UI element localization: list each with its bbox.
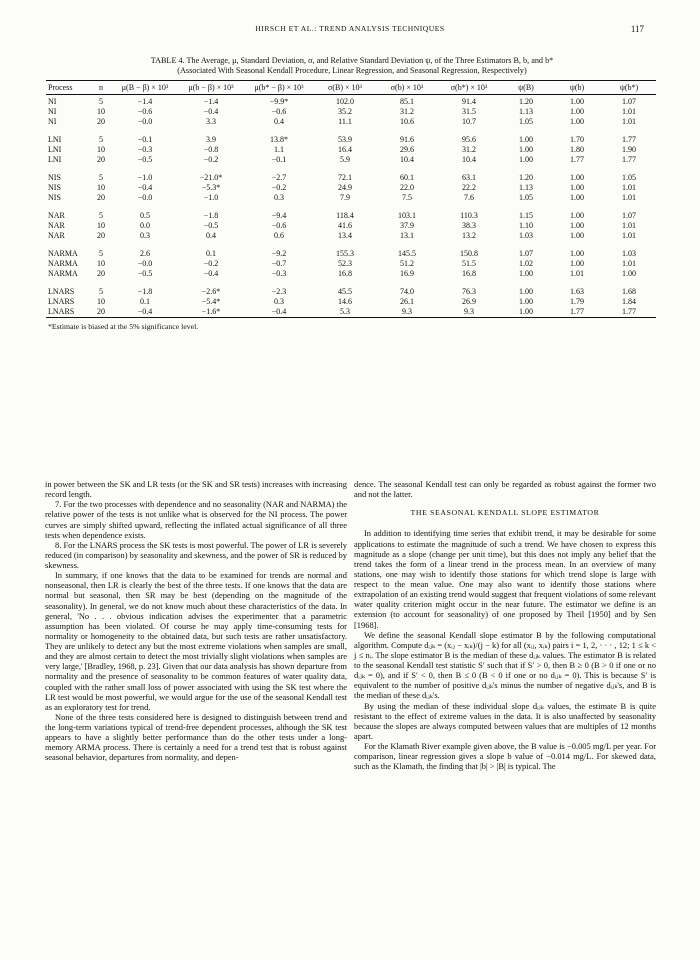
table-cell: 1.07 bbox=[622, 211, 636, 220]
table-cell: 22.0 bbox=[400, 183, 414, 192]
table-cell: 1.00 bbox=[570, 193, 584, 202]
table-cell: −0.4 bbox=[203, 269, 219, 278]
table-row bbox=[46, 259, 656, 269]
table-cell: 10.4 bbox=[400, 155, 414, 164]
running-title: HIRSCH ET AL.: TREND ANALYSIS TECHNIQUES bbox=[255, 24, 445, 33]
table-cell: 1.01 bbox=[622, 107, 636, 116]
table-cell: 16.9 bbox=[400, 269, 414, 278]
table-cell: 5 bbox=[99, 249, 103, 258]
table-cell: 38.3 bbox=[462, 221, 476, 230]
table-cell: −0.3 bbox=[137, 145, 153, 154]
table-cell: 14.6 bbox=[338, 297, 352, 306]
table-cell: 1.01 bbox=[570, 269, 584, 278]
table-cell: LNI bbox=[48, 145, 62, 154]
table-cell: −0.5 bbox=[203, 221, 219, 230]
table-row bbox=[46, 269, 656, 279]
table-cell: 118.4 bbox=[336, 211, 354, 220]
table-cell: 11.1 bbox=[338, 117, 352, 126]
table-cell: 63.1 bbox=[462, 173, 476, 182]
table-cell: 1.01 bbox=[622, 259, 636, 268]
table-row bbox=[46, 307, 656, 317]
column-header: σ(b) × 10³ bbox=[376, 81, 438, 95]
table-cell: 2.6 bbox=[140, 249, 150, 258]
table-cell: −0.2 bbox=[271, 183, 287, 192]
table-cell: 10 bbox=[97, 183, 105, 192]
table-cell: −2.6* bbox=[201, 287, 221, 296]
paragraph: For the Klamath River example given above, the B value is −0.005 mg/L per year. For comparison, linear regression gives a slope b value of −0.014 mg/L. For skewed data, such as the Klamath, the finding that |b| > |B| is typical. The bbox=[354, 741, 656, 772]
table-cell: 1.01 bbox=[622, 193, 636, 202]
table-row bbox=[46, 117, 656, 127]
table-cell: 5 bbox=[99, 135, 103, 144]
table-cell: 1.13 bbox=[519, 183, 533, 192]
table-cell: 10 bbox=[97, 107, 105, 116]
table-cell: 1.77 bbox=[570, 307, 584, 316]
column-header: μ(b − β) × 10³ bbox=[178, 81, 244, 95]
table-cell: 103.1 bbox=[398, 211, 416, 220]
table-cell: 5 bbox=[99, 97, 103, 106]
table-cell: 5 bbox=[99, 211, 103, 220]
table-cell: 0.4 bbox=[206, 231, 216, 240]
table-cell: −0.0 bbox=[137, 259, 153, 268]
table-cell: 1.15 bbox=[519, 211, 533, 220]
table-cell: 1.03 bbox=[622, 249, 636, 258]
table-cell: 20 bbox=[97, 193, 105, 202]
column-header: Process bbox=[46, 81, 90, 95]
table-cell: 1.10 bbox=[519, 221, 533, 230]
table-cell: 1.05 bbox=[519, 117, 533, 126]
table-cell: 51.2 bbox=[400, 259, 414, 268]
table-cell: 35.2 bbox=[338, 107, 352, 116]
table-cell: 60.1 bbox=[400, 173, 414, 182]
table-cell: −0.4 bbox=[271, 307, 287, 316]
table-cell: 10.6 bbox=[400, 117, 414, 126]
table-cell: 1.05 bbox=[622, 173, 636, 182]
table-cell: 1.90 bbox=[622, 145, 636, 154]
table-cell: 0.6 bbox=[274, 231, 284, 240]
table-cell: 150.8 bbox=[460, 249, 478, 258]
table-cell: 0.5 bbox=[140, 211, 150, 220]
table-cell: −2.3 bbox=[271, 287, 287, 296]
table-cell: LNARS bbox=[48, 307, 75, 316]
table-cell: 1.00 bbox=[570, 173, 584, 182]
table-cell: LNI bbox=[48, 155, 62, 164]
table-cell: 1.77 bbox=[570, 155, 584, 164]
table-cell: 1.79 bbox=[570, 297, 584, 306]
column-header: ψ(B) bbox=[500, 81, 552, 95]
table-cell: 72.1 bbox=[338, 173, 352, 182]
table-row bbox=[46, 145, 656, 155]
column-header: μ(b* − β) × 10³ bbox=[244, 81, 314, 95]
results-table bbox=[46, 80, 656, 331]
column-header: σ(b*) × 10³ bbox=[438, 81, 500, 95]
table-row bbox=[46, 155, 656, 165]
table-cell: 95.6 bbox=[462, 135, 476, 144]
table-cell: 31.2 bbox=[400, 107, 414, 116]
table-cell: 24.9 bbox=[338, 183, 352, 192]
table-cell: 41.6 bbox=[338, 221, 352, 230]
table-row bbox=[46, 297, 656, 307]
table-cell: 10 bbox=[97, 259, 105, 268]
table-cell: 1.00 bbox=[519, 269, 533, 278]
table-cell: 29.6 bbox=[400, 145, 414, 154]
table-cell: 110.3 bbox=[460, 211, 478, 220]
paragraph: in power between the SK and LR tests (or the SK and SR tests) increases with increasing record length. bbox=[45, 479, 347, 500]
table-cell: −1.0 bbox=[203, 193, 219, 202]
table-cell: NI bbox=[48, 97, 57, 106]
table-cell: 85.1 bbox=[400, 97, 414, 106]
table-cell: 5 bbox=[99, 173, 103, 182]
table-row bbox=[46, 193, 656, 203]
paragraph: dence. The seasonal Kendall test can only be regarded as robust against the former two and not the latter. bbox=[354, 479, 656, 500]
table-cell: −1.8 bbox=[203, 211, 219, 220]
table-cell: 1.00 bbox=[570, 249, 584, 258]
table-cell: 0.1 bbox=[206, 249, 216, 258]
table-cell: 7.9 bbox=[340, 193, 350, 202]
table-cell: 20 bbox=[97, 155, 105, 164]
table-cell: −1.4 bbox=[203, 97, 219, 106]
group-spacer bbox=[46, 165, 656, 173]
table-cell: −0.0 bbox=[137, 193, 153, 202]
table-cell: 20 bbox=[97, 307, 105, 316]
table-cell: 22.2 bbox=[462, 183, 476, 192]
table-cell: 13.2 bbox=[462, 231, 476, 240]
table-cell: −0.5 bbox=[137, 269, 153, 278]
table-cell: 10 bbox=[97, 145, 105, 154]
table-cell: 102.0 bbox=[336, 97, 354, 106]
table-cell: 5.3 bbox=[340, 307, 350, 316]
table-cell: 1.00 bbox=[570, 107, 584, 116]
table-cell: −0.1 bbox=[137, 135, 153, 144]
table-cell: 16.4 bbox=[338, 145, 352, 154]
table-cell: 13.8* bbox=[270, 135, 288, 144]
table-cell: 3.3 bbox=[206, 117, 216, 126]
table-row bbox=[46, 211, 656, 221]
table-cell: −1.4 bbox=[137, 97, 153, 106]
table-cell: NAR bbox=[48, 231, 65, 240]
table-cell: −1.0 bbox=[137, 173, 153, 182]
table-row bbox=[46, 287, 656, 297]
table-body bbox=[46, 95, 656, 318]
table-cell: 1.03 bbox=[519, 231, 533, 240]
table-cell: −21.0* bbox=[199, 173, 223, 182]
table-cell: 0.3 bbox=[274, 193, 284, 202]
table-cell: −0.0 bbox=[137, 117, 153, 126]
table-cell: 10.7 bbox=[462, 117, 476, 126]
table-cell: 1.20 bbox=[519, 97, 533, 106]
table-cell: NAR bbox=[48, 211, 65, 220]
table-cell: 13.4 bbox=[338, 231, 352, 240]
table-cell: 5.9 bbox=[340, 155, 350, 164]
paragraph: 7. For the two processes with dependence and no seasonality (NAR and NARMA) the relative power of the tests is not unlike what is observed for the NI process. The power curves are simply shifted upward, reflecting the inflated actual significance of all three tests when dependence exists. bbox=[45, 499, 347, 540]
group-spacer bbox=[46, 279, 656, 287]
table-cell: 1.00 bbox=[519, 307, 533, 316]
group-spacer bbox=[46, 127, 656, 135]
table-cell: −0.6 bbox=[271, 107, 287, 116]
table-cell: NAR bbox=[48, 221, 65, 230]
table-cell: 0.3 bbox=[274, 297, 284, 306]
table-cell: NIS bbox=[48, 193, 61, 202]
left-column bbox=[45, 479, 347, 763]
table-cell: 7.5 bbox=[402, 193, 412, 202]
table-cell: 91.4 bbox=[462, 97, 476, 106]
table-cell: NI bbox=[48, 117, 57, 126]
table-cell: 26.1 bbox=[400, 297, 414, 306]
table-cell: NIS bbox=[48, 183, 61, 192]
paragraph: In addition to identifying time series that exhibit trend, it may be desirable for some applications to estimate the magnitude of such a trend. We have chosen to express this magnitude as a slope (change per unit time), but this does not imply any belief that the trend takes the form of a linear trend in the process mean. In an overview of many stations, one may wish to identify those stations for which trend slope is large with respect to the mean value. One may also want to identify those stations where extrapolation of an existing trend would suggest that frequent violations of some relevant water quality criterion might occur in the near future. The estimator we define is an extension (to account for seasonality) of one proposed by Theil [1950] and by Sen [1968]. bbox=[354, 528, 656, 630]
table-cell: 20 bbox=[97, 117, 105, 126]
table-cell: 1.68 bbox=[622, 287, 636, 296]
table-cell: 1.01 bbox=[622, 183, 636, 192]
table-cell: 1.00 bbox=[570, 231, 584, 240]
table-cell: −9.2 bbox=[271, 249, 287, 258]
paragraph: In summary, if one knows that the data to be examined for trends are normal and nonseasonal, then LR is clearly the best of the three tests. If one knows that the data are normal but seasonal, then SR may be best (depending on the magnitude of the seasonality). In general, we do not know much about these characteristics of the data. In general, 'No . . . obvious indication advises the experimenter that a parametric assumption has been violated. Of course he may apply time-consuming tests for normality or homogeneity to the obtained data, but such tests are rather unsatisfactory. They are unlikely to detect any but the most extreme violations when samples are small, and they are almost certain to detect the most trivially slight violations when samples are very large,' [Bradley, 1968, p. 23]. Given that our data analysis has shown departure from normality and the presence of seasonality to be common features of water quality data, coupled with the rather small loss of power associated with using the SK test where the LR test would be most powerful, we would argue for the use of the seasonal Kendall test as an exploratory test for trend. bbox=[45, 570, 347, 712]
table-cell: −1.6* bbox=[201, 307, 221, 316]
table-row bbox=[46, 107, 656, 117]
table-cell: 0.1 bbox=[140, 297, 150, 306]
table-cell: −0.2 bbox=[203, 155, 219, 164]
table-cell: −0.3 bbox=[271, 269, 287, 278]
table-cell: −0.6 bbox=[137, 107, 153, 116]
table-cell: 31.5 bbox=[462, 107, 476, 116]
table-cell: 1.77 bbox=[622, 135, 636, 144]
table-cell: 1.01 bbox=[622, 221, 636, 230]
table-cell: −0.8 bbox=[203, 145, 219, 154]
page-number: 117 bbox=[630, 24, 644, 34]
table-cell: 0.4 bbox=[274, 117, 284, 126]
table-cell: 37.9 bbox=[400, 221, 414, 230]
table-row bbox=[46, 231, 656, 241]
table-caption bbox=[52, 56, 652, 76]
table-cell: 9.3 bbox=[402, 307, 412, 316]
table-cell: −5.4* bbox=[201, 297, 221, 306]
table-cell: 20 bbox=[97, 231, 105, 240]
table-caption-line-1: TABLE 4. The Average, μ, Standard Deviation, σ, and Relative Standard Deviation ψ, of the Three Estimators B, b, and b* bbox=[150, 56, 554, 65]
table-cell: −0.7 bbox=[271, 259, 287, 268]
table-cell: −1.8 bbox=[137, 287, 153, 296]
table-cell: NARMA bbox=[48, 259, 78, 268]
section-heading: THE SEASONAL KENDALL SLOPE ESTIMATOR bbox=[410, 508, 600, 518]
table-cell: 145.5 bbox=[398, 249, 416, 258]
table-cell: 51.5 bbox=[462, 259, 476, 268]
column-header: σ(B) × 10³ bbox=[314, 81, 376, 95]
right-column bbox=[354, 479, 656, 771]
table-row bbox=[46, 173, 656, 183]
table-cell: 26.9 bbox=[462, 297, 476, 306]
table-cell: 1.13 bbox=[519, 107, 533, 116]
table-cell: 1.00 bbox=[570, 97, 584, 106]
column-header: μ(B − β) × 10³ bbox=[112, 81, 178, 95]
table-row bbox=[46, 249, 656, 259]
table-cell: 1.00 bbox=[519, 145, 533, 154]
table-cell: 1.02 bbox=[519, 259, 533, 268]
table-cell: LNARS bbox=[48, 297, 75, 306]
table-cell: 1.63 bbox=[570, 287, 584, 296]
table-cell: LNARS bbox=[48, 287, 75, 296]
paragraph: By using the median of these individual slope dᵢⱼₖ values, the estimate B is quite resistant to the effect of extreme values in the data. It is also unaffected by seasonality because the slopes are always computed between values that are multiples of 12 months apart. bbox=[354, 700, 656, 741]
group-spacer bbox=[46, 203, 656, 211]
table-cell: 16.8 bbox=[462, 269, 476, 278]
table-cell: −0.6 bbox=[271, 221, 287, 230]
paragraph: 8. For the LNARS process the SK tests is most powerful. The power of LR is severely reduced (in comparison) by seasonality and skewness, and the power of SR is reduced by skewness. bbox=[45, 539, 347, 570]
table-row bbox=[46, 183, 656, 193]
table-cell: 1.77 bbox=[622, 307, 636, 316]
table-cell: 1.20 bbox=[519, 173, 533, 182]
table-cell: NIS bbox=[48, 173, 61, 182]
table-cell: 1.01 bbox=[622, 117, 636, 126]
table-cell: 1.00 bbox=[519, 297, 533, 306]
table-row bbox=[46, 95, 656, 108]
table-cell: −0.4 bbox=[137, 307, 153, 316]
table-cell: NI bbox=[48, 107, 57, 116]
table-cell: 1.77 bbox=[622, 155, 636, 164]
table-cell: 1.07 bbox=[519, 249, 533, 258]
table-cell: −9.4 bbox=[271, 211, 287, 220]
table-cell: 1.01 bbox=[622, 231, 636, 240]
table-cell: 45.5 bbox=[338, 287, 352, 296]
table-cell: 1.00 bbox=[519, 155, 533, 164]
table-cell: 1.00 bbox=[570, 259, 584, 268]
table-cell: 3.9 bbox=[206, 135, 216, 144]
table-cell: 155.3 bbox=[336, 249, 354, 258]
table-cell: −0.4 bbox=[137, 183, 153, 192]
table-cell: −0.1 bbox=[271, 155, 287, 164]
table-cell: −9.9* bbox=[269, 97, 289, 106]
table-cell: −0.5 bbox=[137, 155, 153, 164]
table-cell: 52.3 bbox=[338, 259, 352, 268]
table-cell: 91.6 bbox=[400, 135, 414, 144]
table-cell: 1.80 bbox=[570, 145, 584, 154]
table-cell: 1.00 bbox=[570, 211, 584, 220]
table-cell: 76.3 bbox=[462, 287, 476, 296]
table-row bbox=[46, 221, 656, 231]
column-header: ψ(b*) bbox=[602, 81, 656, 95]
table-cell: 0.3 bbox=[140, 231, 150, 240]
table-cell: 10 bbox=[97, 297, 105, 306]
paragraph: None of the three tests considered here is designed to distinguish between trend and the long-term variations typical of trend-free dependent processes, although the SK test appears to have a slightly better performance than do the other tests under a long-memory ARMA process. There is certainly a need for a trend test that is robust against seasonal behavior, departures from normality, and depen- bbox=[45, 711, 347, 763]
table-cell: 1.00 bbox=[570, 221, 584, 230]
table-cell: 1.1 bbox=[274, 145, 284, 154]
table-cell: 1.00 bbox=[519, 135, 533, 144]
table-cell: 16.8 bbox=[338, 269, 352, 278]
table-cell: 0.0 bbox=[140, 221, 150, 230]
table-cell: 13.1 bbox=[400, 231, 414, 240]
paragraph: We define the seasonal Kendall slope estimator B by the following computational algorithm. Compute dᵢⱼₖ = (xᵢⱼ − xᵢₖ)/(j − k) for all (xᵢⱼ, xᵢₖ) pairs i = 1, 2, · · · , 12; 1 ≤ k < j ≤ nᵢ. The slope estimator B is the median of these dᵢⱼₖ values. The estimator B is related to the seasonal Kendall test statistic S′ such that if S′ > 0, then B ≥ 0 (B > 0 if one or no dᵢⱼₖ = 0), and if S′ < 0, then B ≤ 0 (B < 0 if one or no dᵢⱼₖ = 0). This is because S′ is equivalent to the number of positive dᵢⱼₖ's minus the number of negative dᵢⱼₖ's, and B is the median of these dᵢⱼₖ's. bbox=[354, 629, 656, 701]
table-header-row bbox=[46, 81, 656, 95]
table-cell: 31.2 bbox=[462, 145, 476, 154]
table-row bbox=[46, 135, 656, 145]
table-cell: −5.3* bbox=[201, 183, 221, 192]
table-caption-line-2: (Associated With Seasonal Kendall Procedure, Linear Regression, and Seasonal Regression, Respectively) bbox=[177, 66, 527, 75]
table-cell: 1.00 bbox=[519, 287, 533, 296]
table-cell: 10 bbox=[97, 221, 105, 230]
table-cell: NARMA bbox=[48, 249, 78, 258]
table-cell: LNI bbox=[48, 135, 62, 144]
table-cell: 1.00 bbox=[570, 117, 584, 126]
table-footnote: *Estimate is biased at the 5% significance level. bbox=[48, 322, 199, 331]
table-cell: −0.2 bbox=[203, 259, 219, 268]
table-cell: 1.00 bbox=[622, 269, 636, 278]
table-cell: 1.00 bbox=[570, 183, 584, 192]
table-cell: 7.6 bbox=[464, 193, 474, 202]
group-spacer bbox=[46, 241, 656, 249]
table-cell: NARMA bbox=[48, 269, 78, 278]
table-cell: −2.7 bbox=[271, 173, 287, 182]
table-cell: 20 bbox=[97, 269, 105, 278]
table-cell: 74.0 bbox=[400, 287, 414, 296]
table-cell: 10.4 bbox=[462, 155, 476, 164]
table-cell: −0.4 bbox=[203, 107, 219, 116]
table-cell: 1.70 bbox=[570, 135, 584, 144]
column-header: n bbox=[90, 81, 112, 95]
table-cell: 9.3 bbox=[464, 307, 474, 316]
table-cell: 1.84 bbox=[622, 297, 636, 306]
column-header: ψ(b) bbox=[552, 81, 602, 95]
table-cell: 5 bbox=[99, 287, 103, 296]
table-cell: 53.9 bbox=[338, 135, 352, 144]
table-cell: 1.05 bbox=[519, 193, 533, 202]
table-cell: 1.07 bbox=[622, 97, 636, 106]
